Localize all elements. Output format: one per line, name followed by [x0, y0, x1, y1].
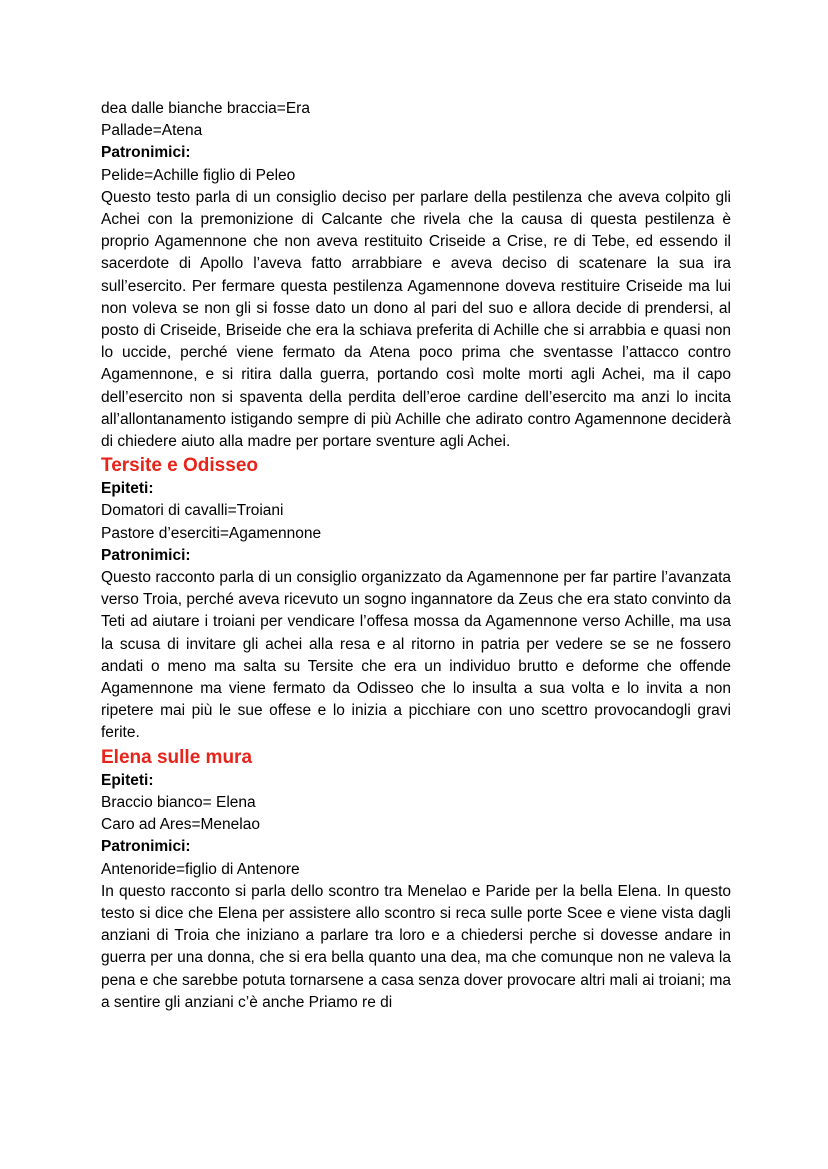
epithet-line: dea dalle bianche braccia=Era: [101, 100, 310, 117]
patronymics-label: Patronimici:: [101, 546, 191, 564]
document-page: [101, 98, 731, 1014]
epithet-line: Caro ad Ares=Menelao: [101, 816, 260, 834]
summary-paragraph: In questo racconto si parla dello scontro tra Menelao e Paride per la bella Elena. In questo testo si dice che Elena per assistere allo scontro si reca sulle porte Scee e viene vista dagli anziani di Troia che iniziano a parlare tra loro e a chiedersi perche si dovesse andare in guerra per una donna, che si era bella quanto una dea, ma che comunque non ne valeva la pena e che sarebbe potuta tornarsene a casa senza dover provocare altri mali ai troiani; ma a sentire gli anziani c’è anche Priamo re di: [101, 882, 731, 1011]
intro-section: [101, 98, 731, 453]
patronymics-label: Patronimici:: [101, 144, 191, 162]
patronymic-line: Pelide=Achille figlio di Peleo: [101, 166, 296, 184]
section-heading: Tersite e Odisseo: [101, 455, 258, 477]
patronymics-label: Patronimici:: [101, 838, 191, 856]
section-heading: Elena sulle mura: [101, 746, 253, 768]
epithets-label: Epiteti:: [101, 480, 154, 498]
epithet-line: Domatori di cavalli=Troiani: [101, 502, 284, 520]
patronymic-line: Antenoride=figlio di Antenore: [101, 860, 300, 878]
epithet-line: Pallade=Atena: [101, 122, 203, 140]
epithet-line: Pastore d’eserciti=Agamennone: [101, 524, 322, 542]
summary-paragraph: Questo testo parla di un consiglio deciso per parlare della pestilenza che aveva colpito gli Achei con la premonizione di Calcante che rivela che la causa di questa pestilenza è proprio Agamennone che non aveva restituito Criseide a Crise, re di Tebe, ed essendo il sacerdote di Apollo l’aveva fatto arrabbiare e aveva deciso di scatenare la sua ira sull’esercito. Per fermare questa pestilenza Agamennone doveva restituire Criseide ma lui non voleva se non gli si fosse dato un dono al pari del suo e allora decide di prendersi, al posto di Criseide, Briseide che era la schiava preferita di Achille che si arrabbia e quasi non lo uccide, perché viene fermato da Atena poco prima che sventasse l’attacco contro Agamennone, e si ritira dalla guerra, portando così molte morti agli Achei, ma il capo dell’esercito non si spaventa della perdita dell’eroe cardine dell’esercito ma anzi lo incita all’allontanamento istigando sempre di più Achille che adirato contro Agamennone deciderà di chiedere aiuto alla madre per portare sventure agli Achei.: [101, 188, 731, 451]
tersite-section: [101, 454, 731, 744]
epithet-line: Braccio bianco= Elena: [101, 793, 256, 811]
epithets-label: Epiteti:: [101, 771, 154, 789]
summary-paragraph: Questo racconto parla di un consiglio organizzato da Agamennone per far partire l’avanzata verso Troia, perché aveva ricevuto un sogno ingannatore da Zeus che era stato convinto da Teti ad aiutare i troiani per vendicare l’offesa mossa da Agamennone verso Achille, ma usa la scusa di invitare gli achei alla resa e al ritorno in patria per vedere se se ne fossero andati o meno ma salta su Tersite che era un individuo brutto e deforme che offende Agamennone ma viene fermato da Odisseo che lo insulta a sua volta e lo invita a non ripetere mai più le sue offese e lo inizia a picchiare con uno scettro provocandogli gravi ferite.: [101, 569, 731, 742]
elena-section: [101, 746, 731, 1014]
